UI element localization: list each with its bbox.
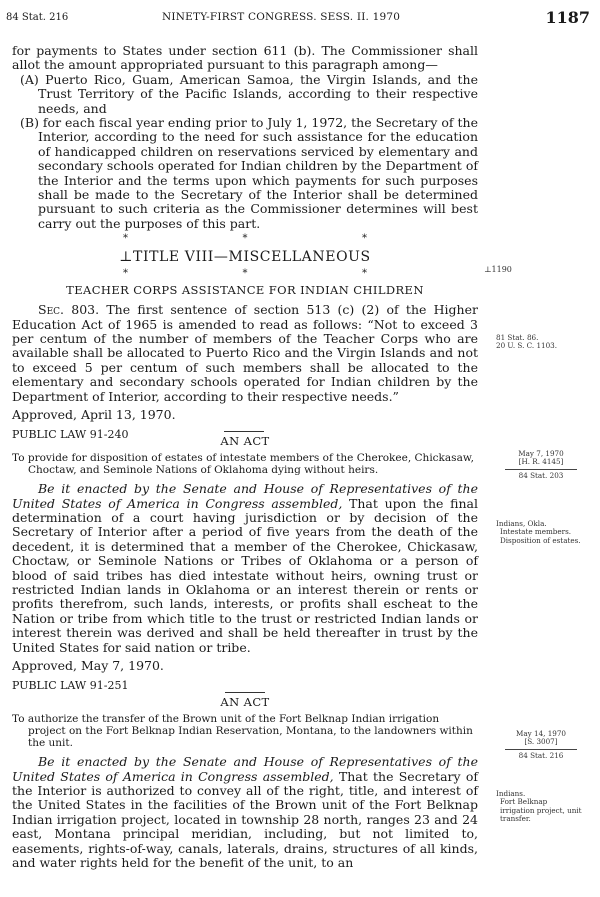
margin-page-reference: ⊥1190 bbox=[484, 265, 512, 274]
paragraph-clause-a: (A) Puerto Rico, Guam, American Samoa, the Virgin Islands, and the Trust Territory of the Pacific Islands, according to their respective needs, and bbox=[20, 71, 478, 116]
margin-rule bbox=[505, 469, 577, 470]
public-law-number: PUBLIC LAW 91-251 bbox=[12, 679, 129, 693]
margin-law1-topic: Indians, Okla. Intestate members. Disposition of estates. bbox=[496, 519, 581, 545]
margin-law2-topic: Indians. Fort Belknap irrigation project, unit transfer. bbox=[496, 789, 582, 824]
header-title: NINETY-FIRST CONGRESS. SESS. II. 1970 bbox=[162, 11, 401, 23]
margin-statute-reference: 81 Stat. 86. 20 U. S. C. 1103. bbox=[496, 333, 558, 351]
main-text-column bbox=[12, 44, 478, 871]
enacting-text: That the Secretary of the Interior is authorized to convey all of the right, title, and interest of the United States in the facilities of the Brown unit of the Fort Belknap Indian irrigation project, located in township 28 north, ranges 23 and 24 east, Montana principal meridian, including, but not limited to, easements, rights-of-way, canals, laterals, drains, structures of all kinds, and water rights held for the benefit of the unit, to an bbox=[12, 768, 478, 871]
page-number: 1187 bbox=[545, 8, 590, 27]
enacting-clause bbox=[12, 482, 478, 655]
omission-stars: * * * bbox=[123, 267, 367, 279]
section-subheading: TEACHER CORPS ASSISTANCE FOR INDIAN CHILDREN bbox=[66, 282, 424, 297]
an-act-heading: AN ACT bbox=[220, 694, 270, 709]
approval-line: Approved, April 13, 1970. bbox=[12, 406, 176, 422]
divider-rule bbox=[225, 692, 265, 693]
divider-rule bbox=[224, 431, 264, 432]
enacting-clause bbox=[12, 755, 478, 870]
paragraph-clause-b: (B) for each fiscal year ending prior to July 1, 1972, the Secretary of the Interior, according to the need for such assistance for the education of handicapped children on reservations serviced by elementary and secondary schools operated for Indian children by the Department of the Interior and the terms upon which payments for such purposes shall be made to the Secretary of the Interior shall be determined pursuant to such criteria as the Commissioner determines will best carry out the purposes of this part. bbox=[20, 115, 478, 231]
section-text: The first sentence of section 513 (c) (2) of the Higher Education Act of 1965 is amended to read as follows: “Not to exceed 3 per centum of the number of members of the Teacher Corps who are available shall be allocated to Puerto Rico and the Virgin Islands and not to exceed 5 per centum of such members shall be allocated to the elementary and secondary schools operated for Indian children by the Department of Interior, according to their respective needs.” bbox=[12, 302, 478, 404]
act-purpose: To provide for disposition of estates of intestate members of the Cherokee, Chickasaw, Choctaw, and Seminole Nations of Oklahoma dying without heirs. bbox=[12, 452, 474, 477]
section-label: Sec. 803. bbox=[38, 302, 100, 318]
public-law-number: PUBLIC LAW 91-240 bbox=[12, 428, 129, 442]
omission-stars: * * * bbox=[123, 233, 367, 245]
act-purpose: To authorize the transfer of the Brown unit of the Fort Belknap Indian irrigation project on the Fort Belknap Indian Reservation, Montana, to the landowners within the unit. bbox=[12, 713, 473, 750]
margin-law1-citation: May 7, 1970 [H. R. 4145] 84 Stat. 203 bbox=[505, 450, 577, 480]
margin-rule bbox=[505, 749, 577, 750]
approval-line: Approved, May 7, 1970. bbox=[12, 658, 164, 674]
enacting-text: That upon the final determination of a court having jurisdiction or by decision of the Secretary of Interior after a period of five years from the death of the decedent, it is determined that a member of the Cherokee, Chickasaw, Choctaw, or Seminole Nations or Tribes of Oklahoma or a person of blood of said tribes has died intestate without heirs, owning trust or restricted Indian lands in Oklahoma or an interest therein or rents or profits therefrom, such lands, interests, or profits shall escheat to the Nation or tribe from which title to the trust or restricted Indian lands or interest therein was derived and shall be held thereafter in trust by the United States for said nation or tribe. bbox=[12, 495, 478, 655]
paragraph-allotment: for payments to States under section 611 (b). The Commissioner shall allot the amount appropriated pursuant to this paragraph among— bbox=[12, 43, 478, 73]
an-act-heading: AN ACT bbox=[220, 433, 270, 448]
enacting-formula: Be it enacted by the Senate and House of Representatives of the United States of America in Congress assembled, bbox=[12, 481, 478, 511]
title-heading: ⊥TITLE VIII—MISCELLANEOUS bbox=[119, 249, 371, 266]
section-803 bbox=[12, 303, 478, 404]
enacting-formula: Be it enacted by the Senate and House of Representatives of the United States of America in Congress assembled, bbox=[12, 754, 478, 784]
header-stat-citation: 84 Stat. 216 bbox=[6, 12, 69, 23]
margin-law2-citation: May 14, 1970 [S. 3007] 84 Stat. 216 bbox=[505, 730, 577, 760]
